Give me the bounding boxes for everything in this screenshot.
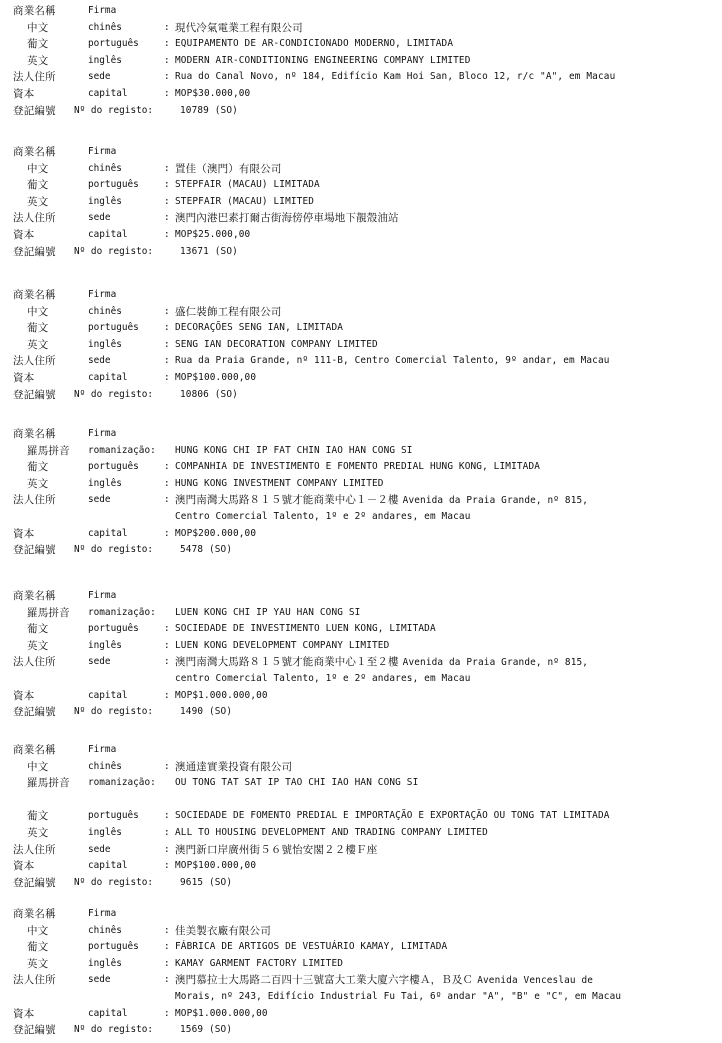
field-label-zh: 資本 [13,88,35,100]
field-value [175,858,256,874]
field-value [175,638,389,654]
value-segment: KAMAY GARMENT FACTORY LIMITED [175,957,344,969]
field-value [180,103,238,119]
field-value [175,972,593,989]
value-segment: HUNG KONG INVESTMENT COMPANY LIMITED [175,477,384,489]
field-label-zh: 資本 [13,860,35,873]
field-value [175,69,615,85]
field-value [175,36,453,52]
field-value [180,1022,232,1038]
field-value [175,956,343,972]
field-separator: : [164,527,170,539]
field-separator: : [164,827,170,838]
field-value [175,304,282,321]
field-value [175,526,256,542]
field-value [180,542,232,558]
value-segment: EQUIPAMENTO DE AR-CONDICIONADO MODERNO, LIMITADA [175,38,454,50]
value-segment: MOP$1.000.000,00 [175,1007,268,1019]
value-segment: 5478 (SO) [180,544,233,556]
field-label-pt: sede [88,494,111,506]
value-segment: 現代冷氣電業工程有限公司 [175,21,303,34]
field-label-zh: 法人住所 [13,212,56,225]
value-segment: 澳門南灣大馬路８１５號才能商業中心１－２樓 [175,494,399,507]
field-label-pt: inglês [88,639,122,651]
value-segment: SOCIEDADE DE FOMENTO PREDIAL E IMPORTAÇÃO E EXPORTAÇÃO OU TONG TAT LIMITADA [175,810,610,822]
field-label-pt: Firma [88,744,117,755]
value-segment: HUNG KONG CHI IP FAT CHIN IAO HAN CONG SI [175,444,413,456]
value-segment: Avenida Venceslau de [477,975,594,987]
field-value [180,875,232,891]
value-segment: SENG IAN DECORATION COMPANY LIMITED [175,338,378,350]
field-separator: : [164,195,170,207]
field-label-zh: 法人住所 [13,656,56,669]
field-label-pt: Firma [88,5,117,16]
field-label-zh: 英文 [27,639,49,652]
field-separator: : [164,494,170,506]
field-label-zh: 英文 [27,54,49,67]
field-label-zh: 資本 [13,527,35,540]
value-segment: Rua do Canal Novo, nº 184, Edifício Kam Hoi San, Bloco 12, r/c "A", em Macau [175,71,616,83]
field-label-pt: sede [88,974,111,986]
field-separator: : [164,1007,170,1019]
value-segment: MODERN AIR-CONDITIONING ENGINEERING COMPANY LIMITED [175,54,471,66]
field-label-pt: inglês [88,957,122,969]
value-segment: SOCIEDADE DE INVESTIMENTO LUEN KONG, LIMITADA [175,623,436,635]
field-separator: : [164,860,170,872]
field-value [175,825,488,841]
field-value [175,842,377,859]
field-value [175,337,378,353]
field-value [175,459,540,475]
field-label-zh: 法人住所 [13,355,56,368]
field-separator: : [164,461,170,473]
value-segment: MOP$100.000,00 [175,372,257,383]
field-label-zh: 商業名稱 [13,5,56,17]
field-separator: : [164,38,170,50]
field-label-pt: chinês [88,305,122,317]
field-label-zh: 羅馬拼音 [27,444,70,457]
value-segment: 10789 (SO) [180,104,238,116]
field-label-zh: 中文 [27,924,49,937]
field-value [175,86,250,102]
field-separator: : [164,623,170,635]
value-segment: Centro Comercial Talento, 1º e 2º andares, em Macau [175,511,471,522]
field-label-zh: 登記編號 [13,706,56,719]
field-label-zh: 葡文 [27,179,49,192]
field-label-zh: 登記編號 [13,388,56,401]
field-separator: : [164,71,170,83]
field-separator: : [164,689,170,701]
field-label-zh: 登記編號 [13,1024,56,1037]
field-label-pt: Firma [88,908,117,919]
field-value [175,20,303,37]
value-segment: 澳門慕拉士大馬路二百四十三號富大工業大廈六字樓Ａ，Ｂ及Ｃ [175,974,474,987]
value-segment: FÁBRICA DE ARTIGOS DE VESTUÁRIO KAMAY, LIMITADA [175,941,448,953]
field-label-pt: Firma [88,590,117,601]
field-label-pt: português [88,810,139,822]
field-separator: : [164,974,170,986]
field-label-pt: português [88,322,139,334]
field-label-pt: inglês [88,338,122,350]
field-label-zh: 登記編號 [13,104,56,117]
field-separator: : [164,322,170,334]
field-label-pt: português [88,179,139,191]
field-label-pt: capital [88,1007,128,1019]
field-label-zh: 商業名稱 [13,428,56,440]
field-separator: : [164,179,170,191]
field-label-zh: 登記編號 [13,876,56,889]
field-value [175,989,621,1005]
field-value [175,476,384,492]
field-label-zh: 中文 [27,305,49,318]
value-segment: Rua da Praia Grande, nº 111-B, Centro Comercial Talento, 9º andar, em Macau [175,355,610,367]
value-segment: Morais, nº 243, Edifício Industrial Fu Tai, 6º andar "A", "B" e "C", em Macau [175,991,622,1002]
value-segment: STEPFAIR (MACAU) LIMITED [175,195,315,207]
field-value [175,161,282,178]
field-label-pt: romanização: [88,606,156,618]
field-value [180,704,232,720]
field-value [175,759,292,776]
field-separator: : [164,212,170,224]
field-separator: : [164,162,170,174]
value-segment: ALL TO HOUSING DEVELOPMENT AND TRADING COMPANY LIMITED [175,827,488,838]
field-label-pt: Nº do registo: [74,104,154,116]
value-segment: 盛仁裝飾工程有限公司 [175,305,282,318]
field-label-pt: Nº do registo: [74,388,154,400]
field-label-pt: Firma [88,289,117,300]
field-value [180,244,238,260]
field-label-zh: 葡文 [27,322,49,335]
field-separator: : [164,21,170,33]
value-segment: 佳美製衣廠有限公司 [175,924,271,937]
field-separator: : [164,924,170,936]
value-segment: 13671 (SO) [180,245,238,257]
field-value [175,177,320,193]
field-label-zh: 法人住所 [13,843,56,856]
field-value [175,353,610,369]
value-segment: MOP$25.000,00 [175,229,251,240]
field-label-pt: inglês [88,827,122,838]
field-label-zh: 商業名稱 [13,744,56,756]
field-label-pt: capital [88,689,128,701]
field-value [175,671,471,687]
field-label-pt: Nº do registo: [74,245,154,257]
field-label-zh: 商業名稱 [13,289,56,301]
field-label-pt: sede [88,71,111,83]
field-label-pt: chinês [88,760,122,772]
field-value [175,227,250,243]
field-label-pt: Nº do registo: [74,706,154,718]
field-label-pt: chinês [88,162,122,174]
value-segment: STEPFAIR (MACAU) LIMITADA [175,179,320,191]
field-separator: : [164,639,170,651]
field-value [175,939,447,955]
field-label-zh: 英文 [27,827,49,839]
field-label-zh: 葡文 [27,941,49,954]
value-segment: DECORAÇÕES SENG IAN, LIMITADA [175,322,344,334]
field-label-pt: inglês [88,195,122,207]
field-value [175,509,471,525]
field-label-pt: capital [88,372,128,383]
value-segment: MOP$1.000.000,00 [175,689,268,701]
field-value [175,320,343,336]
value-segment: COMPANHIA DE INVESTIMENTO E FOMENTO PREDIAL HUNG KONG, LIMITADA [175,461,541,473]
field-label-zh: 法人住所 [13,494,56,507]
value-segment: MOP$200.000,00 [175,527,257,539]
field-label-pt: romanização: [88,777,156,789]
value-segment: 1569 (SO) [180,1024,233,1036]
field-separator: : [164,88,170,99]
field-separator: : [164,338,170,350]
value-segment: OU TONG TAT SAT IP TAO CHI IAO HAN CONG SI [175,777,419,789]
field-label-zh: 葡文 [27,810,49,823]
field-value [175,923,271,940]
field-value [175,775,418,791]
field-separator: : [164,477,170,489]
field-label-zh: 葡文 [27,461,49,474]
field-label-zh: 商業名稱 [13,908,56,920]
field-separator: : [164,843,170,855]
field-label-pt: chinês [88,21,122,33]
value-segment: 澳通達實業投資有限公司 [175,760,293,773]
value-segment: 1490 (SO) [180,706,233,718]
value-segment: 置佳（澳門）有限公司 [175,162,282,175]
field-separator: : [164,372,170,383]
field-label-pt: Nº do registo: [74,544,154,556]
field-label-pt: sede [88,355,111,367]
field-label-zh: 資本 [13,1007,35,1020]
field-label-zh: 登記編號 [13,245,56,258]
field-label-zh: 羅馬拼音 [27,777,70,790]
field-separator: : [164,355,170,367]
field-separator: : [164,760,170,772]
field-value [175,53,471,69]
field-label-pt: português [88,623,139,635]
field-label-zh: 資本 [13,689,35,702]
field-separator: : [164,54,170,66]
field-label-zh: 商業名稱 [13,590,56,602]
field-value [175,621,436,637]
field-label-pt: chinês [88,924,122,936]
field-label-zh: 葡文 [27,623,49,636]
field-label-pt: capital [88,527,128,539]
field-label-pt: Firma [88,146,117,157]
field-label-pt: Nº do registo: [74,876,154,888]
field-separator: : [164,810,170,822]
field-label-pt: sede [88,212,111,224]
field-separator: : [164,229,170,240]
field-label-zh: 羅馬拼音 [27,606,70,619]
field-value [175,654,588,671]
field-label-zh: 登記編號 [13,544,56,557]
field-value [175,370,256,386]
value-segment: 澳門內港巴素打爾古街海傍停車場地下靚殼油站 [175,212,399,225]
field-separator: : [164,656,170,668]
value-segment: 澳門新口岸廣州街５６號怡安閣２２樓Ｆ座 [175,843,378,856]
field-value [175,605,360,621]
value-segment: centro Comercial Talento, 1º e 2º andares, em Macau [175,673,471,684]
value-segment: MOP$30.000,00 [175,88,251,99]
field-label-zh: 葡文 [27,38,49,51]
field-separator: : [164,941,170,953]
field-label-zh: 商業名稱 [13,146,56,158]
field-label-pt: sede [88,843,111,855]
field-value [175,492,588,509]
value-segment: MOP$100.000,00 [175,860,257,872]
field-label-zh: 英文 [27,195,49,208]
field-value [180,387,238,403]
field-label-zh: 中文 [27,162,49,175]
field-label-zh: 英文 [27,338,49,351]
field-value [175,194,314,210]
field-label-pt: português [88,941,139,953]
field-value [175,1006,268,1022]
field-value [175,443,413,459]
field-label-zh: 法人住所 [13,71,56,84]
field-label-pt: Firma [88,428,117,439]
field-separator: : [164,957,170,969]
value-segment: 9615 (SO) [180,876,233,888]
field-label-pt: capital [88,229,128,240]
field-label-zh: 法人住所 [13,974,56,987]
value-segment: 澳門南灣大馬路８１５號才能商業中心１至２樓 [175,656,399,669]
field-label-pt: sede [88,656,111,668]
value-segment: LUEN KONG CHI IP YAU HAN CONG SI [175,606,361,618]
field-value [175,688,268,704]
field-label-zh: 資本 [13,372,35,384]
value-segment: LUEN KONG DEVELOPMENT COMPANY LIMITED [175,639,390,651]
field-label-zh: 中文 [27,21,49,34]
field-label-pt: inglês [88,477,122,489]
field-label-pt: romanização: [88,444,156,456]
field-label-pt: capital [88,860,128,872]
value-segment: Avenida da Praia Grande, nº 815, [402,495,589,507]
value-segment: 10806 (SO) [180,388,238,400]
field-value [175,808,610,824]
field-label-pt: inglês [88,54,122,66]
field-label-zh: 中文 [27,760,49,773]
field-label-pt: português [88,461,139,473]
value-segment: Avenida da Praia Grande, nº 815, [402,657,589,669]
field-label-zh: 英文 [27,957,49,970]
field-label-pt: Nº do registo: [74,1024,154,1036]
field-label-zh: 英文 [27,477,49,490]
field-label-pt: capital [88,88,128,99]
field-value [175,210,399,227]
field-separator: : [164,305,170,317]
field-label-zh: 資本 [13,229,35,241]
field-label-pt: português [88,38,139,50]
